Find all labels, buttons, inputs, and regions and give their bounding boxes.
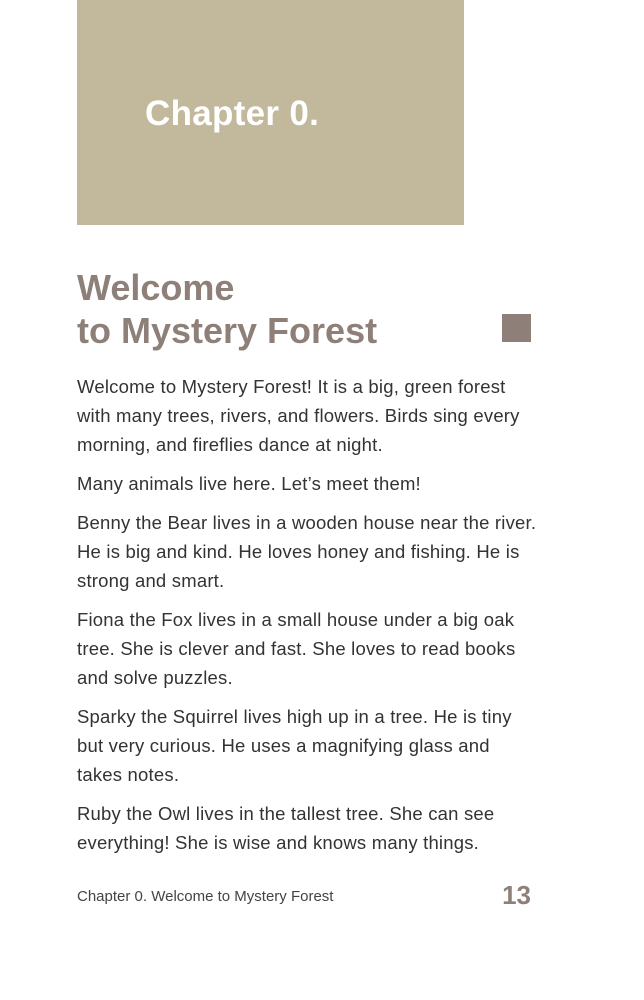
paragraph: Sparky the Squirrel lives high up in a tree. He is tiny but very curious. He uses a magnifying glass and takes notes. [77, 706, 512, 785]
page-title [77, 266, 377, 352]
title-line-1: Welcome [77, 267, 235, 308]
paragraph: Benny the Bear lives in a wooden house near the river. He is big and kind. He loves honey and fishing. He is strong and smart. [77, 512, 537, 591]
paragraph: Fiona the Fox lives in a small house under a big oak tree. She is clever and fast. She loves to read books and solve puzzles. [77, 609, 516, 688]
title-line-2: to Mystery Forest [77, 310, 378, 351]
paragraph: Many animals live here. Let’s meet them! [77, 473, 421, 494]
chapter-banner [77, 0, 464, 225]
page-number: 13 [502, 880, 531, 910]
paragraph: Welcome to Mystery Forest! It is a big, green forest with many trees, rivers, and flowers. Birds sing every morning, and fireflies dance at night. [77, 376, 520, 455]
paragraph: Ruby the Owl lives in the tallest tree. She can see everything! She is wise and knows many things. [77, 803, 495, 853]
running-footer: Chapter 0. Welcome to Mystery Forest [77, 888, 334, 905]
body-text [77, 372, 537, 867]
decorative-square [502, 314, 531, 342]
chapter-label: Chapter 0. [145, 94, 320, 133]
